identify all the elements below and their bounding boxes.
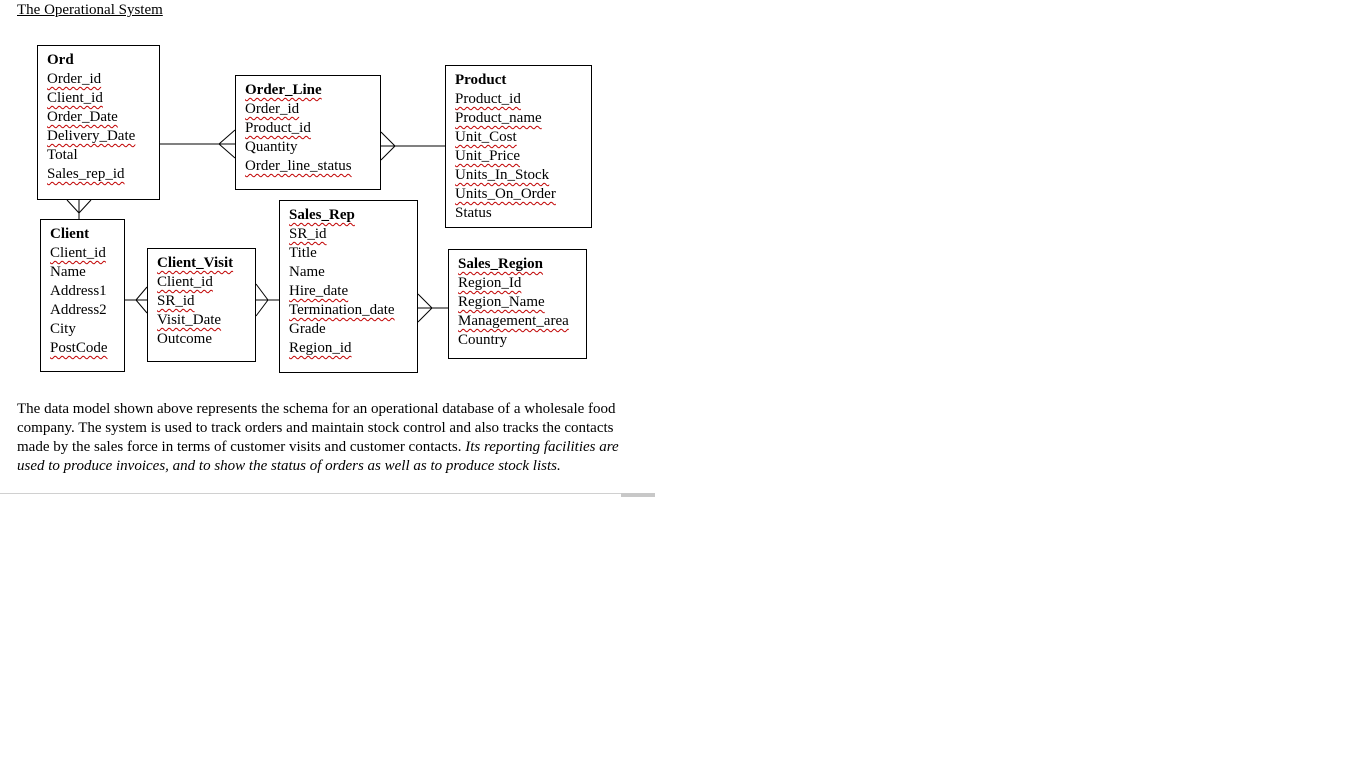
description-text: The data model shown above represents the schema for an operational database of a wholesale food company. The system is used to track orders and maintain stock control and also tracks the contacts made by the sales force in terms of customer visits and customer contacts. [17,401,616,455]
description-paragraph [17,400,637,476]
attribute: PostCode [50,340,108,356]
client-ord-relationship [67,200,91,219]
entity-name: Order_Line [245,82,322,98]
attribute: Country [458,332,508,348]
attribute: Management_area [458,313,569,329]
attribute: City [50,321,76,337]
attribute: Title [289,245,317,261]
entity-sales-region [448,249,587,359]
attribute: Name [289,264,325,280]
attribute: Client_id [50,245,106,261]
entity-name: Client_Visit [157,255,234,271]
ord-order-line-relationship [160,130,235,158]
attribute: Units_On_Order [455,186,556,202]
attribute: Hire_date [289,283,349,299]
attribute: Name [50,264,86,280]
scrollbar-thumb[interactable] [621,493,655,497]
attribute: Region_Name [458,294,545,310]
attribute: Order_line_status [245,158,352,174]
attribute: Total [47,147,78,163]
attribute: Address1 [50,283,107,299]
attribute: Region_id [289,340,352,356]
attribute: Product_name [455,110,542,126]
client-client-visit-relationship [125,287,147,313]
entity-name: Product [455,72,507,88]
entity-order-line [235,75,381,190]
entity-client-visit [147,248,256,362]
attribute: Quantity [245,139,298,155]
sales-rep-client-visit-relationship [256,284,279,316]
attribute: Unit_Price [455,148,520,164]
attribute: Delivery_Date [47,128,136,144]
attribute: Region_Id [458,275,522,291]
attribute: Address2 [50,302,107,318]
attribute: Client_id [47,90,103,106]
order-line-product-relationship [381,132,445,160]
entity-name: Sales_Region [458,256,544,272]
attribute: Product_id [455,91,521,107]
sales-region-sales-rep-relationship [418,294,448,322]
attribute: SR_id [289,226,327,242]
attribute: Order_id [245,101,300,117]
attribute: Grade [289,321,326,337]
attribute: Units_In_Stock [455,167,550,183]
attribute: Unit_Cost [455,129,517,145]
attribute: Status [455,205,492,221]
attribute: Visit_Date [157,312,222,328]
entity-product [445,65,592,228]
attribute: Sales_rep_id [47,166,125,182]
entity-name: Ord [47,52,74,68]
attribute: Order_id [47,71,102,87]
attribute: Product_id [245,120,311,136]
page-title: The Operational System [17,2,163,18]
description-italic-text: Its reporting facilities are used to produce invoices, and to show the status of orders as well as to produce stock lists. [17,439,619,474]
attribute: Client_id [157,274,213,290]
entity-ord [37,45,160,200]
attribute: Outcome [157,331,212,347]
attribute: Termination_date [289,302,395,318]
entity-name: Client [50,226,90,242]
attribute: Order_Date [47,109,118,125]
entity-sales-rep [279,200,418,373]
entity-client [40,219,125,372]
page-divider [0,493,655,494]
entity-name: Sales_Rep [289,207,355,223]
attribute: SR_id [157,293,195,309]
